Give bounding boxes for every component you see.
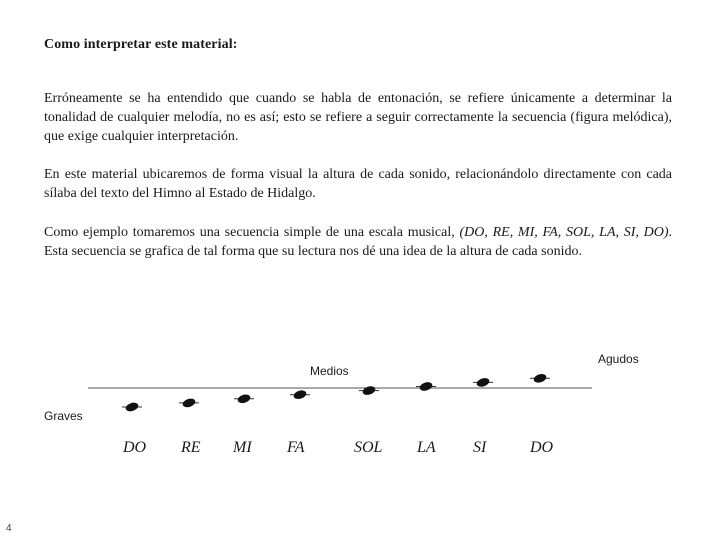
note-name: FA [287, 439, 305, 456]
note-head [179, 397, 199, 409]
label-agudos: Agudos [598, 352, 639, 366]
note-name: LA [417, 439, 436, 456]
section-heading: Como interpretar este material: [44, 37, 238, 52]
note-name: MI [233, 439, 252, 456]
label-medios: Medios [310, 364, 349, 378]
note-name: SOL [354, 439, 383, 456]
paragraph-example [44, 223, 672, 261]
pitch-diagram [0, 340, 720, 480]
page-number: 4 [6, 523, 12, 534]
note-name: DO [530, 439, 554, 456]
paragraph-example-text-end: . Esta secuencia se grafica de tal forma que su lectura nos dé una idea de la altura de cada sonido. [44, 225, 673, 259]
note-head [530, 372, 550, 384]
note-head [290, 389, 310, 401]
scale-sequence: (DO, RE, MI, FA, SOL, LA, SI, DO) [459, 225, 669, 240]
label-graves: Graves [44, 409, 83, 423]
note-name: DO [123, 439, 147, 456]
paragraph-example-text: Como ejemplo tomaremos una secuencia simple de una escala musical, [44, 225, 460, 240]
note-head [122, 401, 142, 413]
note-name: RE [181, 439, 201, 456]
note-head [473, 377, 493, 389]
paragraph-method: En este material ubicaremos de forma visual la altura de cada sonido, relacionándolo directamente con cada sílaba del texto del Himno al Estado de Hidalgo. [44, 167, 672, 201]
note-head [416, 381, 436, 393]
paragraph-intro: Erróneamente se ha entendido que cuando se habla de entonación, se refiere únicamente a determinar la tonalidad de cualquier melodía, no es así; esto se refiere a seguir correctamente la secuencia (figura melódica), que exige cualquier interpretación. [44, 91, 672, 144]
note-name: SI [473, 439, 487, 456]
note-head [234, 393, 254, 405]
note-head [359, 385, 379, 397]
